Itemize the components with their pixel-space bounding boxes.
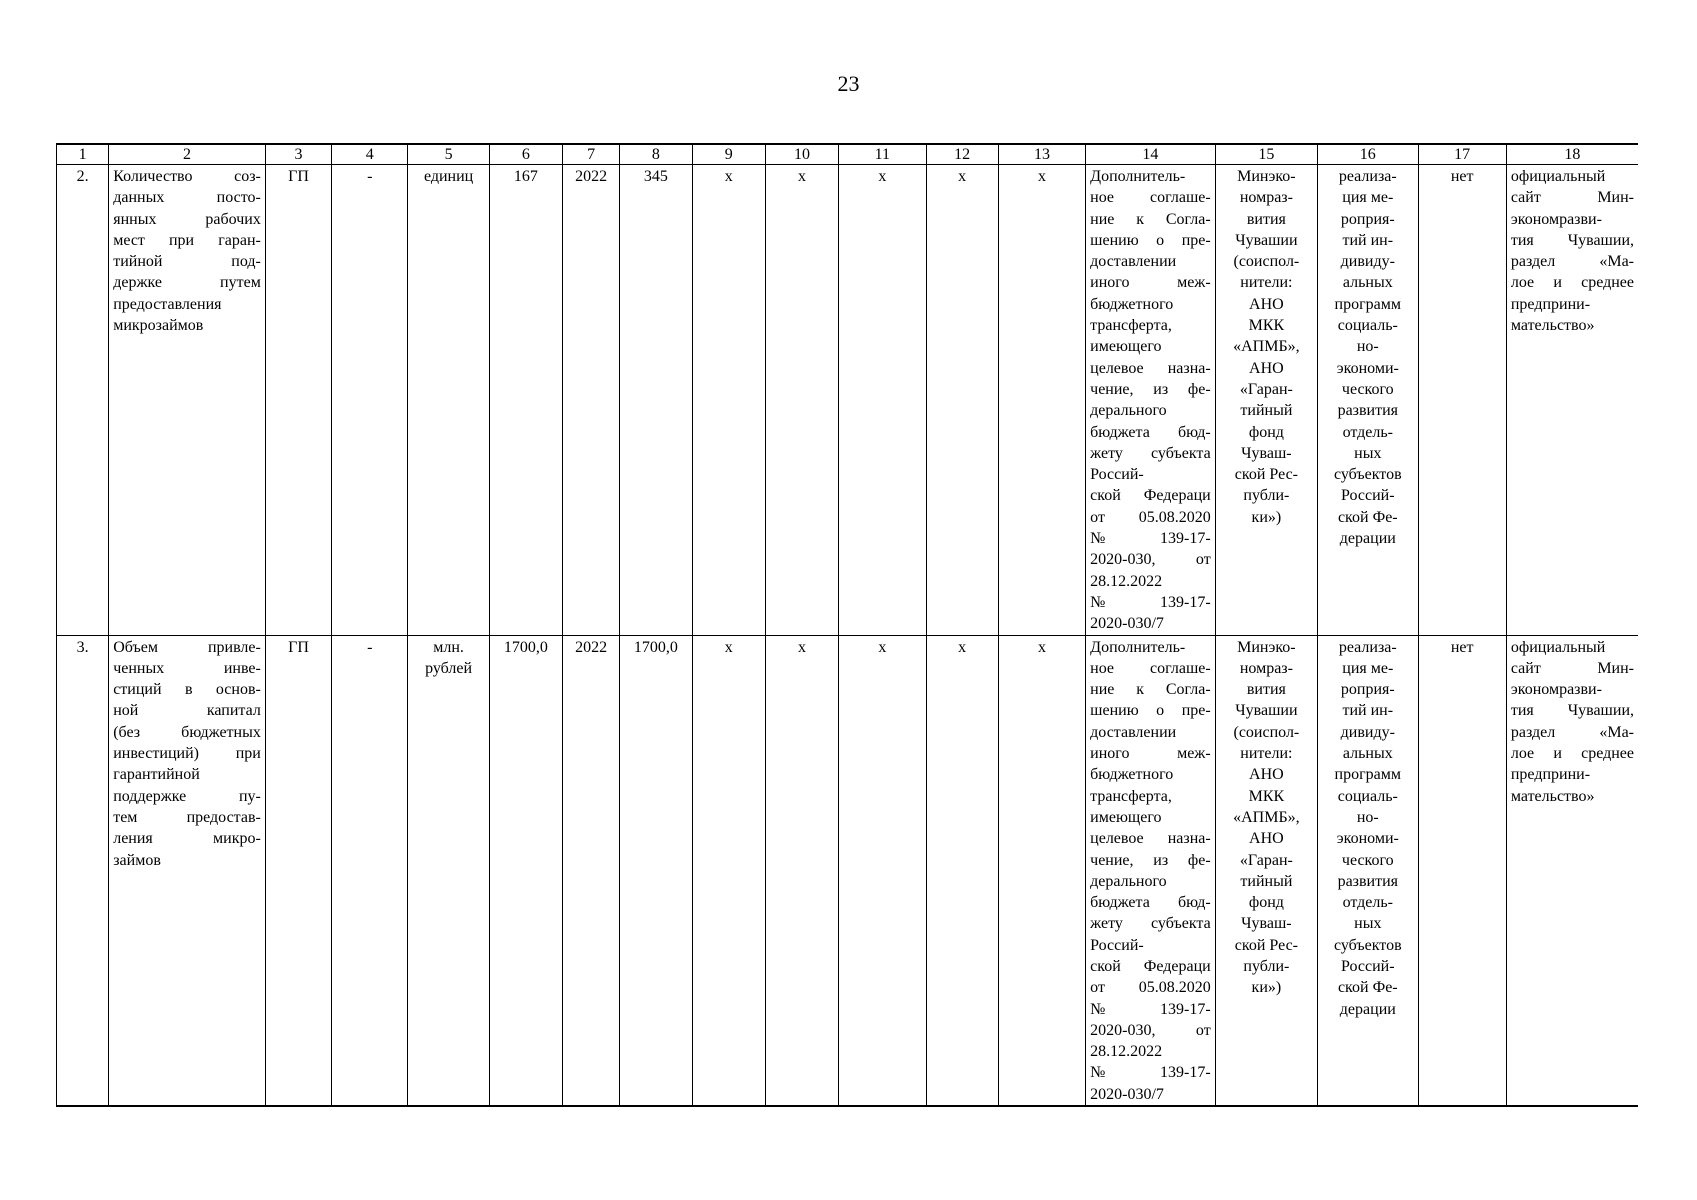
cell-c10: х <box>765 165 838 636</box>
info-source <box>1506 165 1638 636</box>
basis-document-line: бюджета бюд- <box>1090 423 1211 441</box>
responsible-executor-line: Чувашии <box>1235 231 1298 249</box>
basis-document-line: дерального <box>1090 872 1167 890</box>
responsible-executor-line: Чуваш- <box>1241 915 1292 933</box>
basis-document-line: целевое назна- <box>1090 830 1211 848</box>
responsible-executor-line: (соиспол- <box>1233 253 1300 271</box>
basis-document-line: бюджетного <box>1090 766 1174 784</box>
responsible-executor-line: АНО <box>1249 295 1284 313</box>
header-cell: 16 <box>1318 144 1418 165</box>
responsible-executor-line: Минэко- <box>1237 638 1296 656</box>
related-program-line: развития <box>1337 402 1399 420</box>
header-cell: 4 <box>332 144 408 165</box>
related-program-line: Россий- <box>1341 957 1395 975</box>
header-cell: 15 <box>1215 144 1317 165</box>
related-program-line: но- <box>1356 808 1379 826</box>
responsible-executor-line: «Гаран- <box>1239 851 1293 869</box>
related-program-line: тий ин- <box>1342 231 1394 249</box>
header-cell: 13 <box>998 144 1085 165</box>
cell-c11: х <box>839 165 926 636</box>
related-program-line: дивиду- <box>1340 253 1395 271</box>
related-program-line: ской Фе- <box>1337 979 1398 997</box>
basis-document-line: Россий- <box>1090 466 1144 484</box>
basis-document-line: № 139-17- <box>1090 530 1211 548</box>
basis-document-line: трансферта, <box>1090 787 1172 805</box>
base-value: 1700,0 <box>489 635 562 1106</box>
row-number: 2. <box>57 165 109 636</box>
basis-document-line: жету субъекта <box>1090 915 1211 933</box>
responsible-executor-line: публи- <box>1243 957 1290 975</box>
responsible-executor-line: фонд <box>1248 423 1284 441</box>
info-source-line: тия Чувашии, <box>1510 702 1634 720</box>
indicator-name-line: предоставления <box>113 295 222 313</box>
indicator-name-line: ной капитал <box>113 702 261 720</box>
basis-document-line: бюджетного <box>1090 295 1174 313</box>
basis-document-line: 28.12.2022 <box>1090 572 1163 590</box>
basis-document <box>1086 635 1216 1106</box>
related-program-line: дерации <box>1339 530 1396 548</box>
indicator-name-line: (без бюджетных <box>113 723 261 741</box>
indicator-name-line: гарантийной <box>113 766 200 784</box>
cell-c17: нет <box>1418 635 1506 1106</box>
header-cell: 7 <box>563 144 620 165</box>
responsible-executor-line: ской Рес- <box>1234 936 1299 954</box>
related-program-line: дерации <box>1339 1000 1396 1018</box>
cell-col4: - <box>332 635 408 1106</box>
indicator-name-line: Объем привле- <box>113 638 261 656</box>
info-source-line: раздел «Ма- <box>1510 723 1634 741</box>
related-program-line: социаль- <box>1337 787 1398 805</box>
responsible-executor-line: Чувашии <box>1235 702 1298 720</box>
indicator-name-line: поддержке пу- <box>113 787 261 805</box>
indicator-name-line: янных рабочих <box>113 210 261 228</box>
indicator-name-line: ления микро- <box>113 830 261 848</box>
info-source-line: экономразви- <box>1510 681 1602 699</box>
related-program-line: ция ме- <box>1342 189 1394 207</box>
responsible-executor-line: вития <box>1246 210 1286 228</box>
unit-of-measure <box>408 635 489 1106</box>
related-program-line: ческого <box>1341 380 1394 398</box>
responsible-executor-line: номраз- <box>1239 189 1293 207</box>
responsible-executor-line: номраз- <box>1239 659 1293 677</box>
basis-document-line: от 05.08.2020 <box>1090 508 1211 526</box>
basis-document-line: бюджета бюд- <box>1090 894 1211 912</box>
info-source-line: раздел «Ма- <box>1510 253 1634 271</box>
basis-document-line: № 139-17- <box>1090 593 1211 611</box>
base-value: 167 <box>489 165 562 636</box>
responsible-executor-line: ки») <box>1251 979 1282 997</box>
indicator-type: ГП <box>265 165 331 636</box>
info-source-line: предприни- <box>1510 766 1591 784</box>
related-program-line: экономи- <box>1336 830 1399 848</box>
indicator-name-line: тем предостав- <box>113 808 261 826</box>
cell-c9: х <box>692 165 765 636</box>
basis-document-line: ное соглаше- <box>1090 659 1211 677</box>
indicator-name-line: данных посто- <box>113 189 261 207</box>
responsible-executor-line: Минэко- <box>1237 168 1296 185</box>
info-source <box>1506 635 1638 1106</box>
basis-document-line: от 05.08.2020 <box>1090 979 1211 997</box>
cell-c17: нет <box>1418 165 1506 636</box>
row-number: 3. <box>57 635 109 1106</box>
related-program-line: субъектов <box>1333 936 1402 954</box>
header-cell: 8 <box>620 144 692 165</box>
basis-document-line: 2020-030/7 <box>1090 615 1164 633</box>
indicator-type: ГП <box>265 635 331 1106</box>
basis-document <box>1086 165 1216 636</box>
table-row <box>57 635 1639 1106</box>
basis-document-line: чение, из фе- <box>1090 851 1211 869</box>
responsible-executor-line: тийный <box>1240 872 1293 890</box>
related-program-line: развития <box>1337 872 1399 890</box>
related-program-line: дивиду- <box>1340 723 1395 741</box>
responsible-executor-line: «АПМБ», <box>1233 808 1300 826</box>
responsible-executor <box>1215 165 1317 636</box>
related-program-line: отдель- <box>1342 423 1393 441</box>
header-cell: 18 <box>1506 144 1638 165</box>
indicator-name-line: займов <box>113 851 161 869</box>
header-cell: 2 <box>109 144 266 165</box>
info-source-line: официальный <box>1510 168 1606 185</box>
unit-of-measure-line: млн. <box>433 638 464 656</box>
responsible-executor-line: АНО <box>1249 766 1284 784</box>
basis-document-line: № 139-17- <box>1090 1064 1211 1082</box>
basis-document-line: доставлении <box>1090 253 1177 271</box>
table-header-row <box>57 144 1639 165</box>
responsible-executor-line: МКК <box>1248 787 1285 805</box>
responsible-executor-line: АНО <box>1249 359 1284 377</box>
related-program <box>1318 635 1418 1106</box>
basis-document-line: Россий- <box>1090 936 1144 954</box>
indicator-name <box>109 635 266 1106</box>
info-source-line: лое и среднее <box>1510 745 1634 763</box>
basis-document-line: дерального <box>1090 402 1167 420</box>
basis-document-line: ное соглаше- <box>1090 189 1211 207</box>
responsible-executor-line: (соиспол- <box>1233 723 1300 741</box>
responsible-executor-line: нители: <box>1240 274 1293 292</box>
cell-c12: х <box>926 165 998 636</box>
basis-document-line: Дополнитель- <box>1090 638 1186 656</box>
header-cell: 11 <box>839 144 926 165</box>
unit-of-measure-line: рублей <box>425 659 473 677</box>
indicator-name-line: стиций в основ- <box>113 681 261 699</box>
basis-document-line: № 139-17- <box>1090 1000 1211 1018</box>
cell-c13: х <box>998 635 1085 1106</box>
related-program-line: ция ме- <box>1342 659 1394 677</box>
indicator-name-line: микрозаймов <box>113 317 204 335</box>
info-source-line: сайт Мин- <box>1510 659 1634 677</box>
related-program-line: социаль- <box>1337 317 1398 335</box>
basis-document-line: 2020-030, от <box>1090 1021 1211 1039</box>
basis-document-line: ние к Согла- <box>1090 210 1211 228</box>
indicator-name-line: ченных инве- <box>113 659 261 677</box>
related-program-line: программ <box>1334 766 1402 784</box>
info-source-line: мательство» <box>1510 787 1595 805</box>
related-program-line: тий ин- <box>1342 702 1394 720</box>
indicator-name-line: Количество соз- <box>113 168 261 185</box>
basis-document-line: ской Федераци <box>1090 487 1211 505</box>
basis-document-line: ние к Согла- <box>1090 681 1211 699</box>
responsible-executor-line: «Гаран- <box>1239 380 1293 398</box>
target-value: 345 <box>620 165 692 636</box>
responsible-executor <box>1215 635 1317 1106</box>
related-program-line: роприя- <box>1340 210 1395 228</box>
indicator-name-line: тийной под- <box>113 253 261 271</box>
responsible-executor-line: Чуваш- <box>1241 444 1292 462</box>
header-cell: 17 <box>1418 144 1506 165</box>
info-source-line: сайт Мин- <box>1510 189 1634 207</box>
header-cell: 12 <box>926 144 998 165</box>
responsible-executor-line: «АПМБ», <box>1233 338 1300 356</box>
responsible-executor-line: ской Рес- <box>1234 466 1299 484</box>
related-program-line: экономи- <box>1336 359 1399 377</box>
header-cell: 9 <box>692 144 765 165</box>
related-program-line: программ <box>1334 295 1402 313</box>
responsible-executor-line: АНО <box>1249 830 1284 848</box>
basis-document-line: целевое назна- <box>1090 359 1211 377</box>
page-number: 23 <box>837 71 860 96</box>
related-program-line: субъектов <box>1333 466 1402 484</box>
cell-col4: - <box>332 165 408 636</box>
info-source-line: официальный <box>1510 638 1606 656</box>
basis-document-line: трансферта, <box>1090 317 1172 335</box>
basis-document-line: иного меж- <box>1090 274 1211 292</box>
responsible-executor-line: вития <box>1246 681 1286 699</box>
info-source-line: тия Чувашии, <box>1510 231 1634 249</box>
info-source-line: предприни- <box>1510 295 1591 313</box>
cell-c12: х <box>926 635 998 1106</box>
related-program-line: альных <box>1342 745 1393 763</box>
header-cell: 1 <box>57 144 109 165</box>
header-cell: 10 <box>765 144 838 165</box>
basis-document-line: имеющего <box>1090 808 1162 826</box>
related-program-line: реализа- <box>1338 638 1397 656</box>
info-source-line: экономразви- <box>1510 210 1602 228</box>
info-source-line: мательство» <box>1510 317 1595 335</box>
responsible-executor-line: ки») <box>1251 508 1282 526</box>
related-program <box>1318 165 1418 636</box>
cell-c9: х <box>692 635 765 1106</box>
indicator-name <box>109 165 266 636</box>
base-year: 2022 <box>563 635 620 1106</box>
unit-of-measure <box>408 165 489 636</box>
header-cell: 6 <box>489 144 562 165</box>
related-program-line: ческого <box>1341 851 1394 869</box>
basis-document-line: Дополнитель- <box>1090 168 1186 185</box>
indicator-name-line: держке путем <box>113 274 261 292</box>
related-program-line: отдель- <box>1342 894 1393 912</box>
related-program-line: роприя- <box>1340 681 1395 699</box>
responsible-executor-line: фонд <box>1248 894 1284 912</box>
basis-document-line: 28.12.2022 <box>1090 1043 1163 1061</box>
related-program-line: но- <box>1356 338 1379 356</box>
table-row <box>57 165 1639 636</box>
indicator-name-line: мест при гаран- <box>113 231 261 249</box>
related-program-line: ных <box>1354 915 1382 933</box>
responsible-executor-line: публи- <box>1243 487 1290 505</box>
cell-c10: х <box>765 635 838 1106</box>
indicator-name-line: инвестиций) при <box>113 745 261 763</box>
related-program-line: ных <box>1354 444 1382 462</box>
basis-document-line: иного меж- <box>1090 745 1211 763</box>
basis-document-line: 2020-030, от <box>1090 551 1211 569</box>
target-value: 1700,0 <box>620 635 692 1106</box>
responsible-executor-line: тийный <box>1240 402 1293 420</box>
basis-document-line: имеющего <box>1090 338 1162 356</box>
cell-c13: х <box>998 165 1085 636</box>
responsible-executor-line: нители: <box>1240 745 1293 763</box>
base-year: 2022 <box>563 165 620 636</box>
basis-document-line: шению о пре- <box>1090 702 1211 720</box>
unit-of-measure-line: единиц <box>423 168 474 185</box>
indicators-table <box>56 143 1638 1107</box>
basis-document-line: 2020-030/7 <box>1090 1085 1164 1103</box>
related-program-line: альных <box>1342 274 1393 292</box>
basis-document-line: жету субъекта <box>1090 444 1211 462</box>
header-cell: 3 <box>265 144 331 165</box>
basis-document-line: ской Федераци <box>1090 957 1211 975</box>
related-program-line: Россий- <box>1341 487 1395 505</box>
basis-document-line: чение, из фе- <box>1090 380 1211 398</box>
basis-document-line: доставлении <box>1090 723 1177 741</box>
cell-c11: х <box>839 635 926 1106</box>
responsible-executor-line: МКК <box>1248 317 1285 335</box>
header-cell: 5 <box>408 144 489 165</box>
related-program-line: реализа- <box>1338 168 1397 185</box>
basis-document-line: шению о пре- <box>1090 231 1211 249</box>
info-source-line: лое и среднее <box>1510 274 1634 292</box>
header-cell: 14 <box>1086 144 1216 165</box>
related-program-line: ской Фе- <box>1337 508 1398 526</box>
